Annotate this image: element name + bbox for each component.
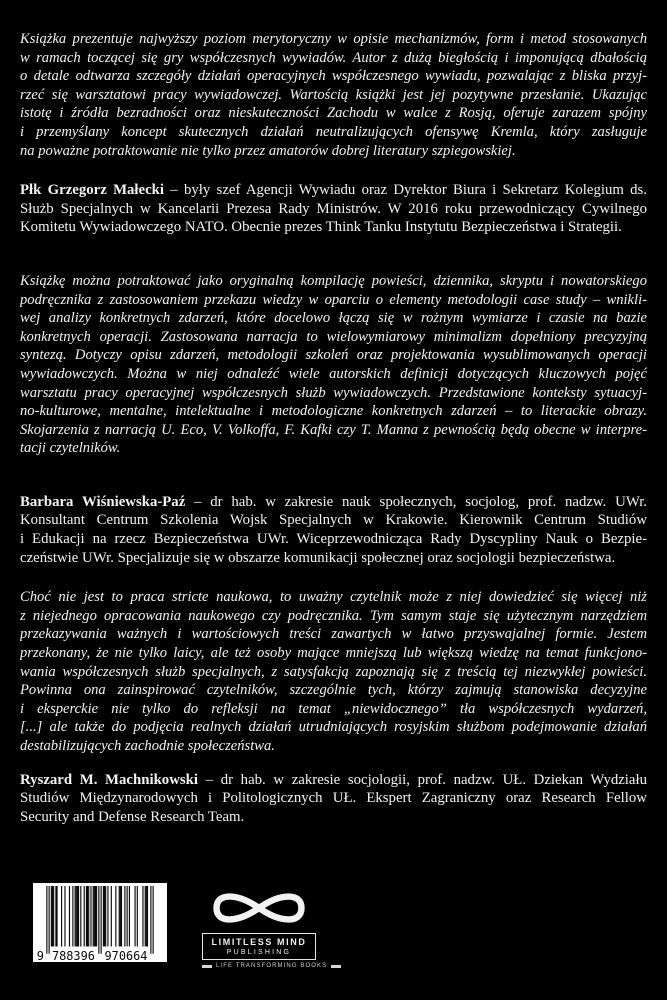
text-line: przekazywania ważnych i wartościowych treści zawartych w łatwo przyswajalnej formie. Jestem xyxy=(20,626,647,643)
text-line: i przemyślany koncept skutecznych działań neutralizujących ofensywę Kremla, który zasługuje xyxy=(20,123,647,140)
text-line: na poważne potraktowanie nie tylko przez amatorów dobrej literatury szpiegowskiej. xyxy=(20,142,516,159)
publisher-name-box xyxy=(202,933,316,960)
review-quote-malecki xyxy=(20,30,647,160)
reviewer-bio-wisniewska xyxy=(20,493,647,567)
barcode-bars xyxy=(35,886,165,961)
tagline-left-dash xyxy=(202,965,212,968)
text-line: Security and Defense Research Team. xyxy=(20,808,245,825)
text-line: Choć nie jest to praca stricte naukowa, to uważny czytelnik może z niej dowiedzieć się więcej niż xyxy=(20,589,647,606)
publisher-subtitle: PUBLISHING xyxy=(226,949,292,956)
text-line: i Edukacji na rzecz Bezpieczeństwa UWr. Wiceprzewodnicząca Rady Dyscypliny Nauk o Bezpie- xyxy=(20,531,647,548)
text-line: Skojarzenia z narracją U. Eco, V. Volkoffa, F. Kafki czy T. Manna z pewnością będą obecne w interpre- xyxy=(20,421,647,438)
text-line: o detale odtwarza szczegóły działań operacyjnych współczesnego wywiadu, pozwalając z bliska przyj- xyxy=(20,68,647,85)
reviewer-name: Ryszard M. Machnikowski xyxy=(20,771,198,788)
text-line: czeństwie UWr. Specjalizuje się w obszarze komunikacji społecznej oraz socjologii bezpieczeństwa. xyxy=(20,549,616,566)
text-line: z niejednego opracowania naukowego czy podręcznika. Tym samym staje się użytecznym narzędziem xyxy=(20,607,647,624)
text-line: w ramach toczącej się gry współczesnych wywiadów. Autor z dużą biegłością i imponującą dbałością xyxy=(20,49,647,66)
infinity-icon xyxy=(207,884,311,932)
text-line: konkretnych operacji. Zastosowana narracja to wielowymiarowy minimalizm dopełniony precyzyjną xyxy=(20,328,647,345)
text-line: no-kulturowe, mentalne, intelektualne i metodologiczne konkretnych zdarzeń – to literackie obrazy. xyxy=(20,403,647,420)
review-quote-wisniewska xyxy=(20,272,647,458)
text-line: podręcznika z zastosowaniem przekazu wiedzy w oparciu o elementy metodologii case study – wnikli- xyxy=(20,291,647,308)
text-line: Ryszard M. Machnikowski – dr hab. w zakresie socjologii, prof. nadzw. UŁ. Dziekan Wydziału xyxy=(20,771,647,788)
text-line: i eksperckie nie tylko do refleksji na temat „niewidocznego” tła współczesnych wydarzeń, xyxy=(20,700,647,717)
text-line: Studiów Międzynarodowych i Politologicznych UŁ. Ekspert Zagraniczny oraz Research Fellow xyxy=(20,790,647,807)
publisher-tagline: LIFE TRANSFORMING BOOKS xyxy=(216,963,328,969)
reviewer-bio-machnikowski xyxy=(20,771,647,827)
reviewer-bio-malecki xyxy=(20,181,647,237)
text-line: tacji czytelników. xyxy=(20,440,121,457)
back-cover-text xyxy=(20,0,647,826)
svg-text:788396: 788396 xyxy=(51,948,95,961)
reviewer-name: Barbara Wiśniewska-Paź xyxy=(20,493,186,510)
isbn-barcode xyxy=(33,883,167,962)
text-line: Książka prezentuje najwyższy poziom merytoryczny w opisie mechanizmów, form i metod stosowanych xyxy=(20,31,647,47)
text-line: rzeć się warsztatowi pracy wywiadowczej. Wartością książki jest jej pozytywne przesłanie. Ukazując xyxy=(20,86,647,103)
text-line: istotę i źródła bezradności oraz nieskuteczności Zachodu w walce z Rosją, oferuje zarazem spójny xyxy=(20,105,647,122)
publisher-name: LIMITLESS MIND xyxy=(211,937,307,947)
text-line: Powinna ona zainspirować czytelników, szczególnie tych, którzy zajmują stanowiska decyzyjne xyxy=(20,682,647,699)
text-line: Barbara Wiśniewska-Paź – dr hab. w zakresie nauk społecznych, socjolog, prof. nadzw. UWr. xyxy=(20,493,647,510)
publisher-tagline-row xyxy=(202,963,328,969)
text-line: Konsultant Centrum Szkolenia Wojsk Specjalnych w Krakowie. Kierownik Centrum Studiów xyxy=(20,512,647,529)
text-line: warsztatu pracy operacyjnej współczesnych służb wywiadowczych. Przedstawione konteksty sytuacyj- xyxy=(20,384,647,401)
text-line: [...] ale także do podjęcia realnych działań utrudniających rosyjskim służbom podejmowanie działań xyxy=(20,719,647,736)
reviewer-name: Płk Grzegorz Małecki xyxy=(20,182,165,199)
svg-text:970664: 970664 xyxy=(104,948,148,961)
text-line: wania współczesnych służb specjalnych, z satysfakcją zapoznają się z treścią tej niezwykłej powieści. xyxy=(20,663,647,680)
text-line: wywiadowczych. Można w niej odnaleźć wiele autorskich definicji dotyczących kluczowych pojęć xyxy=(20,365,647,382)
text-line: destabilizujących zachodnie społeczeństwa. xyxy=(20,738,275,754)
text-line: Komitetu Wywiadowczego NATO. Obecnie prezes Think Tanku Instytutu Bezpieczeństwa i Strategii. xyxy=(20,219,622,236)
text-line: przekonany, że nie tylko laicy, ale też osoby mające mniejszą lub większą wiedzę na temat funkcjono- xyxy=(20,645,647,662)
text-line: Służb Specjalnych w Kancelarii Prezesa Rady Ministrów. W 2016 roku przewodniczący Cywilnego xyxy=(20,200,647,217)
text-line: Książkę można potraktować jako oryginalną kompilację powieści, dziennika, skryptu i nowatorskiego xyxy=(20,272,647,289)
review-quote-machnikowski xyxy=(20,588,647,755)
svg-text:9: 9 xyxy=(36,948,44,961)
text-line: Płk Grzegorz Małecki – były szef Agencji Wywiadu oraz Dyrektor Biura i Sekretarz Kolegium ds. xyxy=(20,182,647,199)
tagline-right-dash xyxy=(331,965,341,968)
text-line: wej analizy konkretnych zdarzeń, które docelowo łączą się w rożnym wymiarze i czasie na bazie xyxy=(20,310,647,327)
text-line: syntezą. Dotyczy opisu zdarzeń, metodologii szkoleń oraz projektowania wysublimowanych operacji xyxy=(20,347,647,364)
publisher-logo xyxy=(202,884,328,969)
